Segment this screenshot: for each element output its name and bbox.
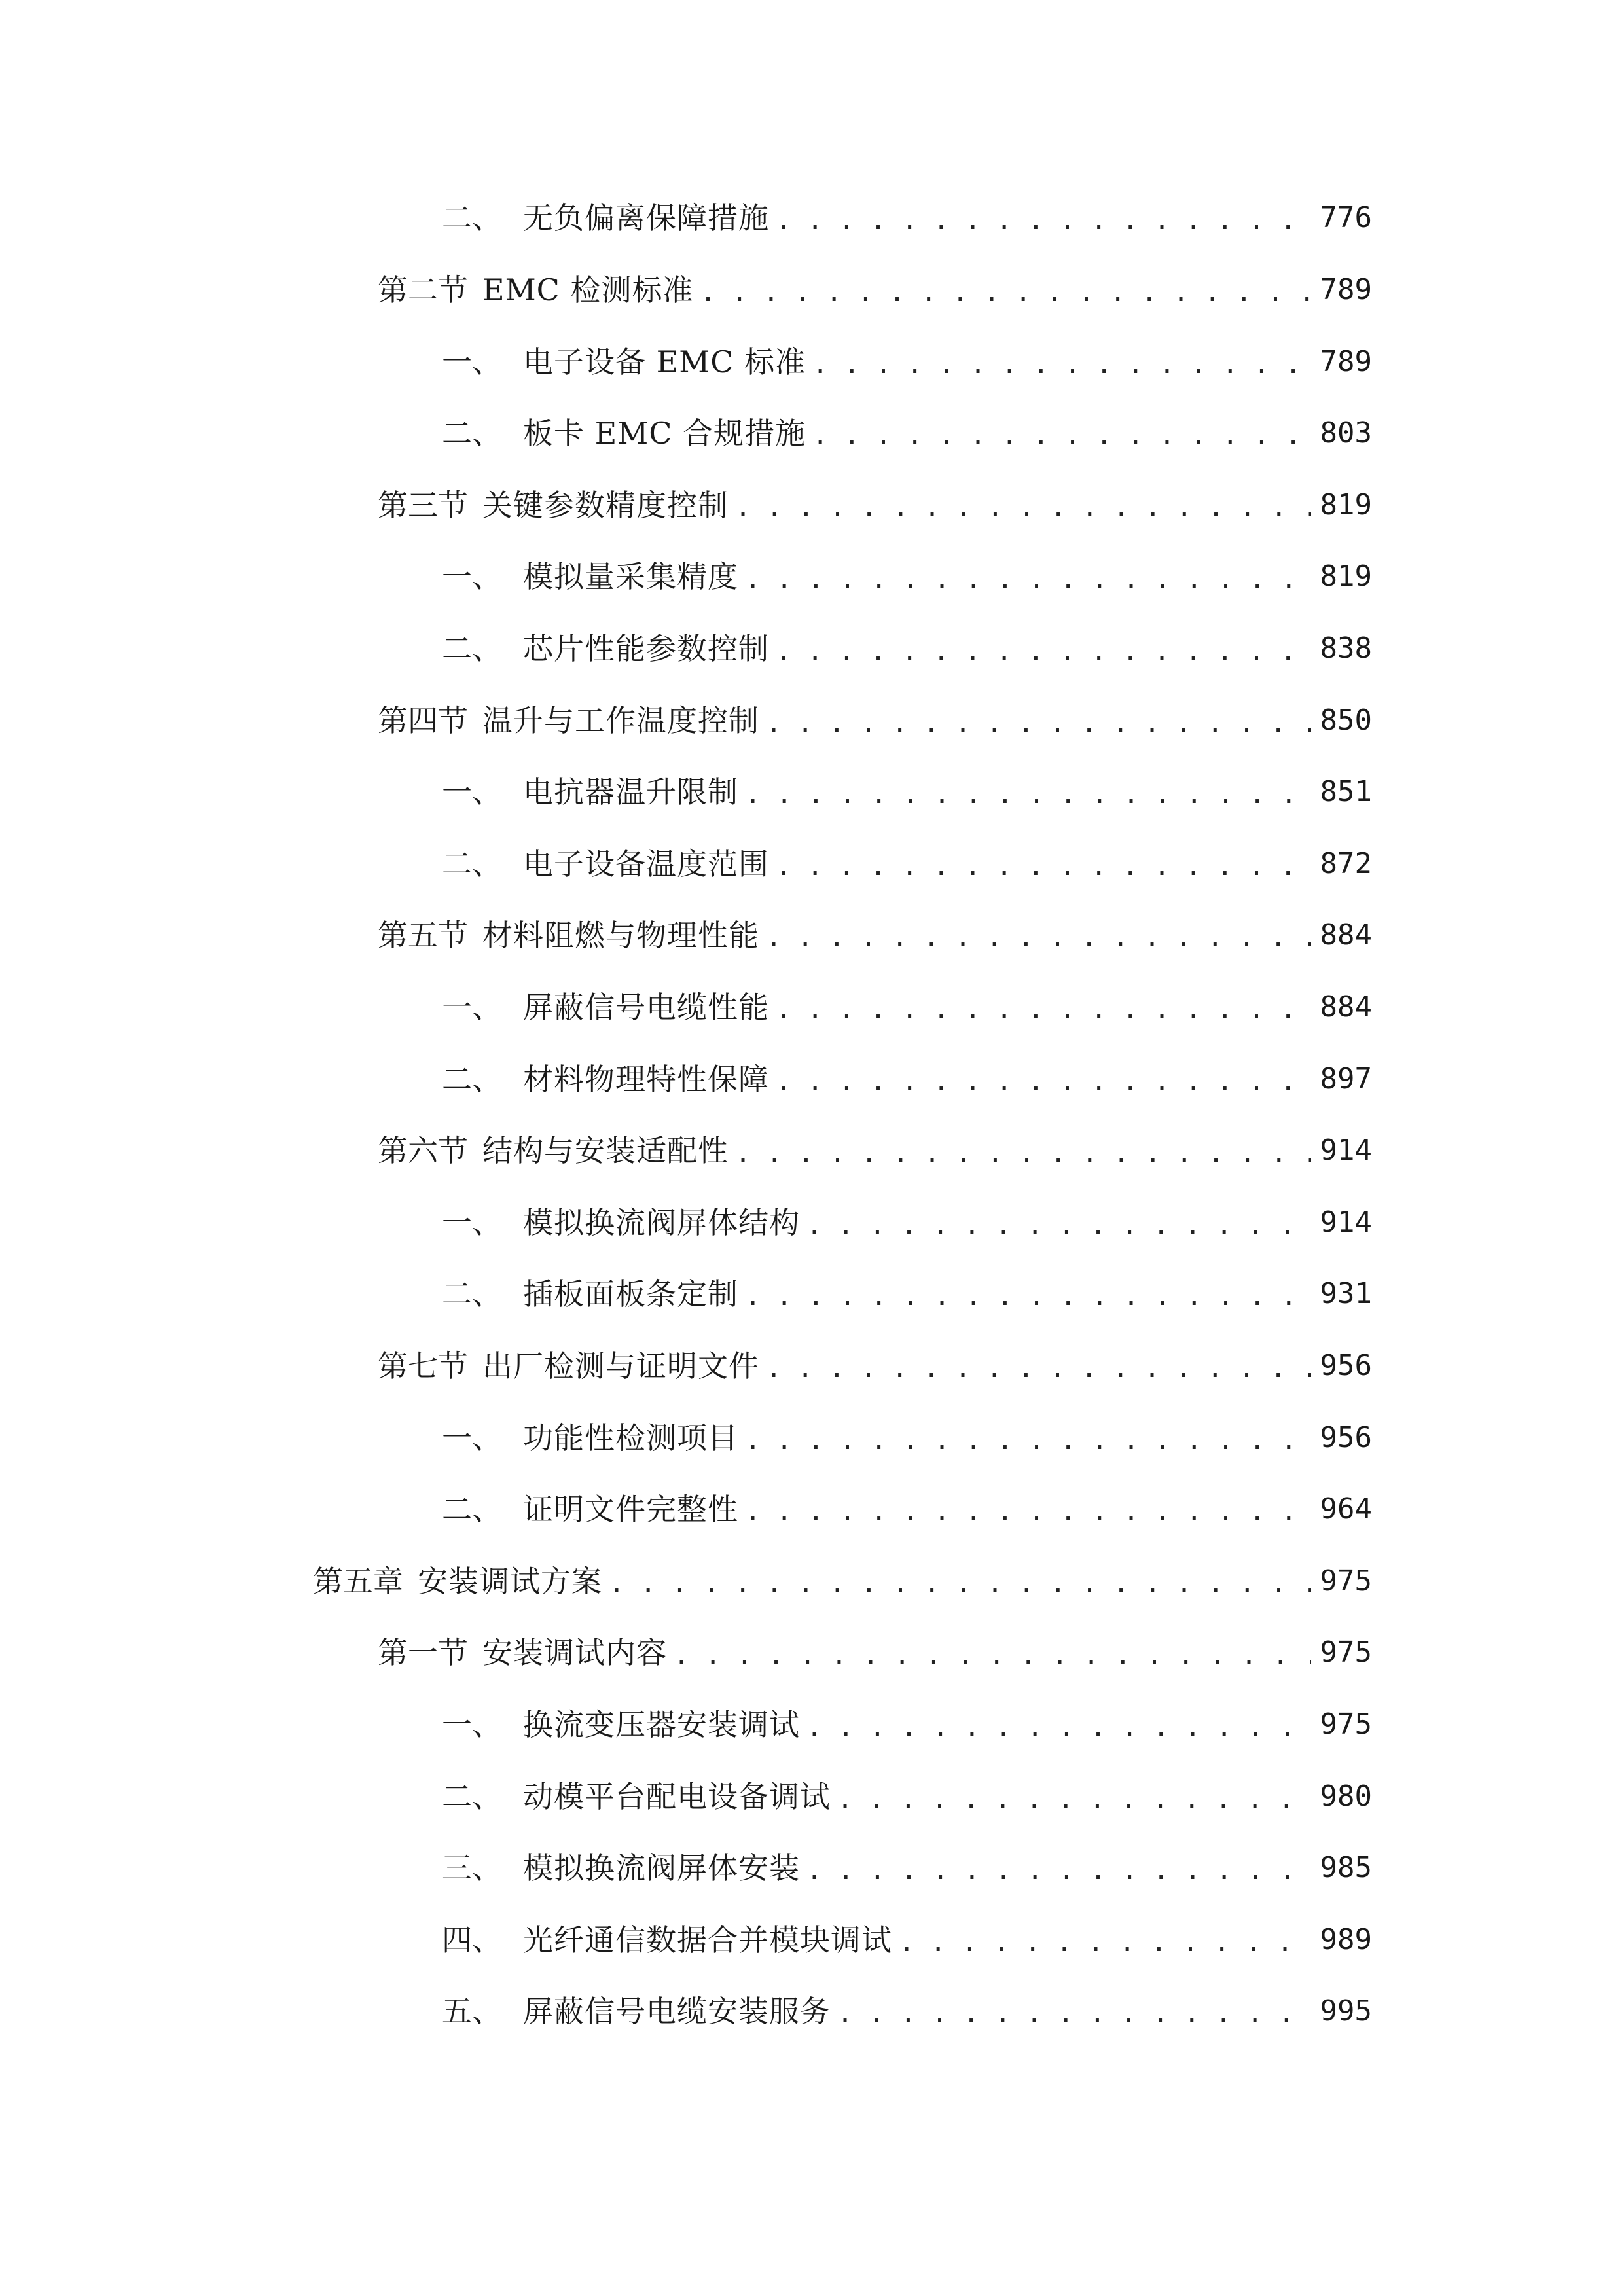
toc-entry[interactable] xyxy=(378,912,1372,958)
toc-entry[interactable] xyxy=(378,698,1372,744)
entry-title: 安装调试内容 xyxy=(482,1635,667,1670)
page-number: 931 xyxy=(1320,1277,1372,1310)
toc-entry[interactable] xyxy=(442,1917,1372,1963)
dot-leader xyxy=(766,1346,1311,1391)
toc-entry[interactable] xyxy=(442,769,1372,815)
entry-number: 一、 xyxy=(442,344,502,380)
dot-leader xyxy=(806,1848,1311,1893)
entry-number: 二、 xyxy=(442,416,502,451)
entry-title: 屏蔽信号电缆安装服务 xyxy=(523,1994,831,2029)
dot-leader xyxy=(776,844,1311,889)
entry-title: 模拟换流阀屏体结构 xyxy=(523,1205,800,1240)
dot-leader xyxy=(745,1489,1311,1535)
page-number: 897 xyxy=(1320,1062,1372,1096)
toc-entry[interactable] xyxy=(442,1845,1372,1891)
page-number: 776 xyxy=(1320,201,1372,234)
entry-title: 光纤通信数据合并模块调试 xyxy=(523,1922,892,1958)
dot-leader xyxy=(745,556,1311,602)
entry-title: 材料物理特性保障 xyxy=(523,1062,769,1097)
toc-entry[interactable] xyxy=(442,1774,1372,1820)
entry-number: 第四节 xyxy=(378,703,468,738)
toc-entry[interactable] xyxy=(442,626,1372,672)
entry-title: 板卡 EMC 合规措施 xyxy=(523,416,806,451)
dot-leader xyxy=(745,772,1311,817)
page-number: 789 xyxy=(1320,345,1372,378)
dot-leader xyxy=(776,628,1311,674)
toc-entry[interactable] xyxy=(442,1486,1372,1532)
entry-title: 动模平台配电设备调试 xyxy=(523,1779,831,1814)
dot-leader xyxy=(700,270,1311,315)
entry-number: 二、 xyxy=(442,631,502,666)
entry-title: 模拟换流阀屏体安装 xyxy=(523,1850,800,1886)
page-number: 956 xyxy=(1320,1421,1372,1454)
entry-title: 功能性检测项目 xyxy=(523,1420,738,1456)
entry-number: 第一节 xyxy=(378,1635,468,1670)
entry-title: 电抗器温升限制 xyxy=(523,774,738,810)
entry-number: 第七节 xyxy=(378,1348,468,1384)
entry-title: 证明文件完整性 xyxy=(523,1492,738,1527)
toc-entry[interactable] xyxy=(378,267,1372,313)
entry-number: 第五章 xyxy=(313,1564,403,1599)
page-number: 850 xyxy=(1320,704,1372,737)
page-number: 975 xyxy=(1320,1564,1372,1598)
entry-number: 第三节 xyxy=(378,488,468,523)
entry-number: 五、 xyxy=(442,1994,502,2029)
page-number: 819 xyxy=(1320,560,1372,593)
dot-leader xyxy=(766,915,1311,961)
page-number: 995 xyxy=(1320,1994,1372,2028)
entry-title: 安装调试方案 xyxy=(418,1564,602,1599)
page-number: 884 xyxy=(1320,918,1372,952)
entry-number: 四、 xyxy=(442,1922,502,1958)
toc-entry[interactable] xyxy=(442,841,1372,887)
entry-title: 换流变压器安装调试 xyxy=(523,1707,800,1742)
dot-leader xyxy=(745,1274,1311,1319)
entry-title: 关键参数精度控制 xyxy=(482,488,729,523)
page-number: 819 xyxy=(1320,488,1372,522)
entry-number: 二、 xyxy=(442,846,502,882)
toc-entry[interactable] xyxy=(378,1630,1372,1676)
entry-number: 二、 xyxy=(442,1276,502,1312)
toc-entry[interactable] xyxy=(313,1558,1372,1604)
dot-leader xyxy=(899,1920,1311,1965)
entry-number: 二、 xyxy=(442,1779,502,1814)
dot-leader xyxy=(674,1632,1311,1678)
entry-title: 电子设备 EMC 标准 xyxy=(523,344,806,380)
toc-entry[interactable] xyxy=(442,339,1372,385)
dot-leader xyxy=(735,485,1311,531)
dot-leader xyxy=(806,1704,1311,1750)
toc-entry[interactable] xyxy=(442,554,1372,600)
entry-number: 二、 xyxy=(442,1492,502,1527)
dot-leader xyxy=(766,700,1311,746)
entry-number: 一、 xyxy=(442,1707,502,1742)
entry-number: 一、 xyxy=(442,1205,502,1240)
entry-title: 无负偏离保障措施 xyxy=(523,200,769,236)
dot-leader xyxy=(776,1059,1311,1105)
toc-entry[interactable] xyxy=(442,1056,1372,1102)
dot-leader xyxy=(806,1202,1311,1248)
entry-number: 一、 xyxy=(442,559,502,594)
entry-number: 二、 xyxy=(442,200,502,236)
entry-title: 屏蔽信号电缆性能 xyxy=(523,990,769,1025)
toc-entry[interactable] xyxy=(442,410,1372,456)
page-number: 975 xyxy=(1320,1708,1372,1741)
entry-title: 温升与工作温度控制 xyxy=(482,703,759,738)
toc-entry[interactable] xyxy=(442,984,1372,1030)
page-number: 975 xyxy=(1320,1636,1372,1669)
entry-number: 第五节 xyxy=(378,918,468,953)
entry-number: 第六节 xyxy=(378,1133,468,1168)
entry-number: 一、 xyxy=(442,774,502,810)
entry-number: 三、 xyxy=(442,1850,502,1886)
entry-title: 出厂检测与证明文件 xyxy=(482,1348,759,1384)
page-number: 980 xyxy=(1320,1780,1372,1813)
entry-number: 二、 xyxy=(442,1062,502,1097)
toc-entry[interactable] xyxy=(378,1128,1372,1174)
page-number: 956 xyxy=(1320,1349,1372,1382)
dot-leader xyxy=(812,413,1310,459)
toc-entry[interactable] xyxy=(442,1200,1372,1246)
entry-number: 一、 xyxy=(442,990,502,1025)
toc-entry[interactable] xyxy=(378,482,1372,528)
toc-entry[interactable] xyxy=(442,1988,1372,2034)
page-number: 872 xyxy=(1320,847,1372,880)
dot-leader xyxy=(837,1991,1311,2037)
entry-title: EMC 检测标准 xyxy=(482,272,694,308)
entry-number: 一、 xyxy=(442,1420,502,1456)
toc-entry[interactable] xyxy=(378,1343,1372,1389)
page-number: 989 xyxy=(1320,1923,1372,1956)
dot-leader xyxy=(776,987,1311,1033)
entry-title: 结构与安装适配性 xyxy=(482,1133,729,1168)
toc-entry[interactable] xyxy=(442,1415,1372,1461)
dot-leader xyxy=(837,1776,1311,1822)
dot-leader xyxy=(776,198,1311,243)
dot-leader xyxy=(735,1130,1311,1176)
toc-entry[interactable] xyxy=(442,1271,1372,1317)
entry-title: 模拟量采集精度 xyxy=(523,559,738,594)
toc-entry[interactable] xyxy=(442,195,1372,241)
entry-title: 电子设备温度范围 xyxy=(523,846,769,882)
page-number: 838 xyxy=(1320,632,1372,665)
dot-leader xyxy=(609,1561,1311,1607)
toc-entry[interactable] xyxy=(442,1702,1372,1748)
page-number: 985 xyxy=(1320,1851,1372,1884)
dot-leader xyxy=(812,342,1310,387)
dot-leader xyxy=(745,1418,1311,1463)
page-number: 851 xyxy=(1320,775,1372,808)
page-number: 914 xyxy=(1320,1134,1372,1167)
page-number: 803 xyxy=(1320,416,1372,450)
page-number: 884 xyxy=(1320,990,1372,1024)
entry-title: 材料阻燃与物理性能 xyxy=(482,918,759,953)
page-number: 914 xyxy=(1320,1206,1372,1239)
entry-number: 第二节 xyxy=(378,272,468,308)
entry-title: 芯片性能参数控制 xyxy=(523,631,769,666)
page-number: 789 xyxy=(1320,273,1372,306)
entry-title: 插板面板条定制 xyxy=(523,1276,738,1312)
page-number: 964 xyxy=(1320,1492,1372,1526)
